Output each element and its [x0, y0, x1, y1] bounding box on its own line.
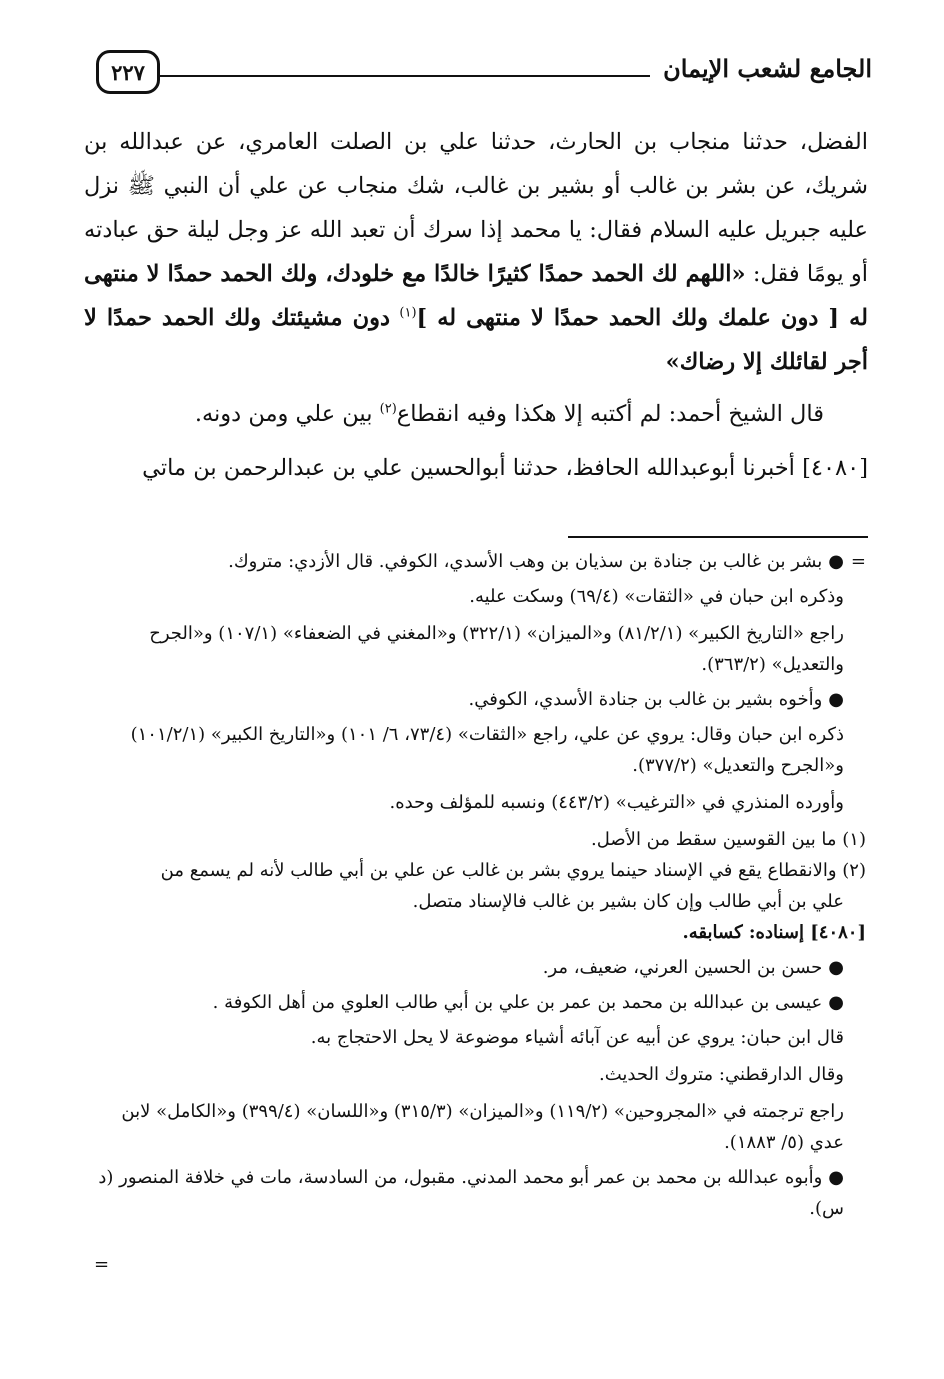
footnote-line — [94, 987, 866, 1018]
footnote-text: عيسى بن عبدالله بن محمد بن عمر بن علي بن أبي طالب العلوي من أهل الكوفة . — [212, 992, 823, 1013]
continuation-mark-end: = — [94, 1254, 110, 1275]
bullet-icon: ● — [828, 1167, 844, 1188]
main-text — [84, 120, 868, 490]
page-number: ٢٢٧ — [111, 59, 145, 85]
header-rule — [158, 75, 650, 77]
footnote-separator — [568, 536, 868, 538]
paragraph-shaykh-comment — [84, 392, 868, 436]
footnote-line — [94, 684, 866, 715]
dua-text-a: «اللهم لك الحمد حمدًا كثيرًا خالدًا مع خلودك، ولك الحمد حمدًا لا منتهى له [ دون علمك ولك الحمد حمدًا لا منتهى له ] — [84, 261, 868, 331]
footnote-2-line-1: (٢) والانقطاع يقع في الإسناد حينما يروي بشر بن غالب عن علي بن أبي طالب لأنه لم يسمع من — [160, 860, 866, 881]
bullet-icon: ● — [828, 551, 844, 572]
footnote-text: حسن بن الحسين العرني، ضعيف، مر. — [542, 957, 823, 978]
footnote-line: ذكره ابن حبان وقال: يروي عن علي، راجع «الثقات» (٧٣/٤، ٦/ ١٠١) و«التاريخ الكبير» (١٠١/٢/١) و«الجرح والتعديل» (٣٧٧/٢). — [130, 724, 844, 776]
comment-text-a: قال الشيخ أحمد: لم أكتبه إلا هكذا وفيه انقطاع — [396, 401, 824, 427]
bullet-icon: ● — [828, 957, 844, 978]
footnote-ref-1[interactable]: (١) — [399, 305, 417, 321]
footnote-line — [94, 952, 866, 983]
footnote-line: وذكره ابن حبان في «الثقات» (٦٩/٤) وسكت عليه. — [469, 586, 844, 607]
footnote-text: وأبوه عبدالله بن محمد بن عمر أبو محمد المدني. مقبول، من السادسة، مات في خلافة المنصور (د س). — [98, 1167, 844, 1219]
footnote-line: وقال الدارقطني: متروك الحديث. — [598, 1064, 844, 1085]
dua-text-b: دون مشيئتك ولك الحمد حمدًا لا أجر لقائلك إلا رضاك» — [84, 305, 868, 375]
paragraph-hadith — [84, 120, 868, 384]
footnote-2 — [94, 855, 866, 917]
footnote-line — [94, 546, 866, 577]
footnote-line — [94, 1162, 866, 1224]
footnote-line: قال ابن حبان: يروي عن أبيه عن آبائه أشياء موضوعة لا يحل الاحتجاج به. — [310, 1027, 844, 1048]
continuation-mark: = — [850, 551, 866, 572]
bullet-icon: ● — [828, 992, 844, 1013]
next-hadith-text: [٤٠٨٠] أخبرنا أبوعبدالله الحافظ، حدثنا أبوالحسين علي بن عبدالرحمن بن ماتي — [142, 455, 868, 481]
bullet-icon: ● — [828, 689, 844, 710]
running-title: الجامع لشعب الإيمان — [663, 54, 872, 83]
footnote-line: راجع «التاريخ الكبير» (٨١/٢/١) و«الميزان» (٣٢٢/١) و«المغني في الضعفاء» (١٠٧/١) و«الجرح والتعديل» (٣٦٣/٢). — [149, 623, 844, 675]
hadith-chain: الفضل، حدثنا منجاب بن الحارث، حدثنا علي بن الصلت العامري، عن عبدالله بن شريك، عن بشر بن غالب أو بشير بن غالب، شك منجاب عن علي أن النبي ﷺ نزل عليه جبريل عليه السلام فقال: يا محمد إذا سرك أن تعبد الله عز وجل ليلة حق عبادته أو يومًا فقل: — [84, 129, 868, 287]
comment-text-b: بين علي ومن دونه. — [194, 401, 373, 427]
footnote-line: وأورده المنذري في «الترغيب» (٤٤٣/٢) ونسبه للمؤلف وحده. — [389, 792, 844, 813]
paragraph-next-hadith — [84, 446, 868, 490]
page-number-badge — [96, 50, 160, 94]
footnote-4080-heading: [٤٠٨٠] إسناده: كسابقه. — [682, 922, 866, 943]
footnote-line: راجع ترجمته في «المجروحين» (١١٩/٢) و«الميزان» (٣١٥/٣) و«اللسان» (٣٩٩/٤) و«الكامل» لابن عدي (٥/ ١٨٨٣). — [121, 1101, 844, 1153]
footnote-text: وأخوه بشير بن غالب بن جنادة الأسدي، الكوفي. — [468, 689, 823, 710]
page-header — [96, 44, 872, 104]
footnotes — [94, 546, 866, 1224]
footnote-1: (١) ما بين القوسين سقط من الأصل. — [591, 829, 866, 850]
footnote-text: بشر بن غالب بن جنادة بن سذيان بن وهب الأسدي، الكوفي. قال الأزدي: متروك. — [228, 551, 823, 572]
footnote-ref-2[interactable]: (٢) — [379, 401, 397, 417]
footnote-2-line-2: علي بن أبي طالب وإن كان بشير بن غالب فالإسناد متصل. — [412, 891, 844, 912]
